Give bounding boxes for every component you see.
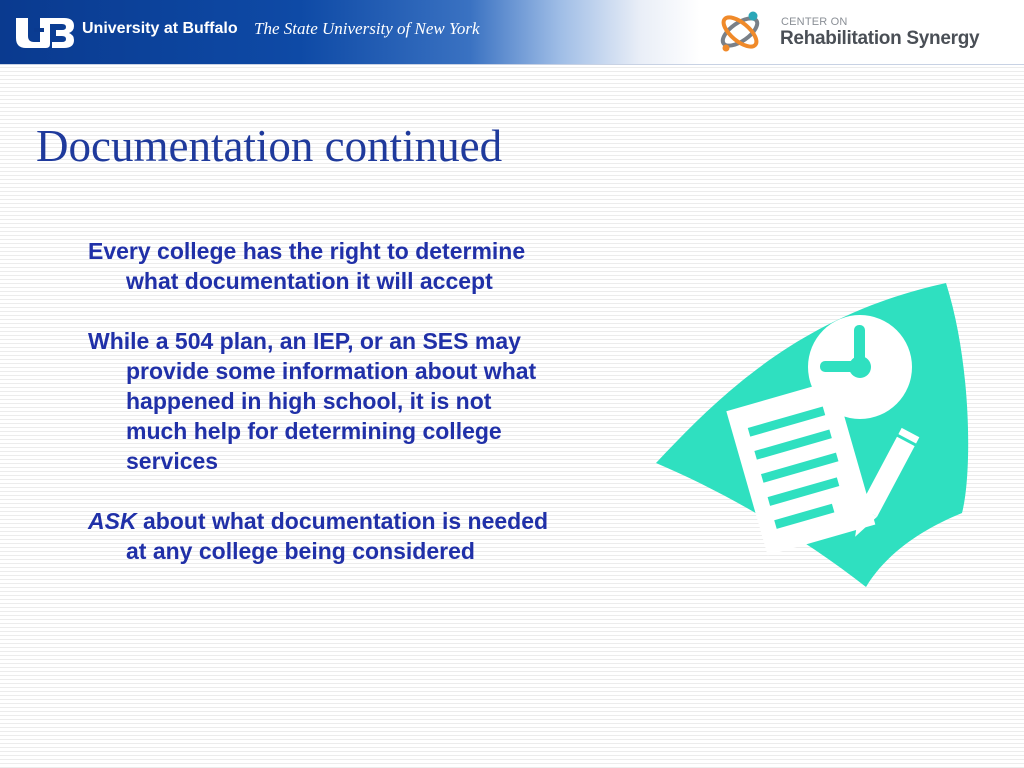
bullet-text: about what documentation is needed at any college being considered	[126, 508, 549, 564]
center-name: Rehabilitation Synergy	[780, 28, 980, 49]
ub-logo-icon	[12, 14, 76, 50]
bullet-item	[88, 236, 558, 296]
bullet-text: While a 504 plan, an IEP, or an SES may provide some information about what happened in high school, it is not much help for determining college services	[88, 328, 537, 474]
slide-title: Documentation continued	[36, 121, 503, 171]
clock-document-pencil-icon	[650, 275, 970, 595]
header-banner	[0, 0, 1024, 65]
bullet-item	[88, 506, 558, 566]
center-on-label: CENTER ON	[781, 16, 848, 28]
bullet-text: Every college has the right to determine what documentation it will accept	[88, 238, 526, 294]
university-subtitle: The State University of New York	[254, 19, 480, 38]
bullet-item	[88, 326, 558, 476]
orbit-logo-icon	[716, 4, 772, 60]
bullet-emphasis: ASK	[88, 508, 137, 534]
bullet-list	[88, 236, 558, 596]
university-name: University at Buffalo	[82, 20, 238, 37]
